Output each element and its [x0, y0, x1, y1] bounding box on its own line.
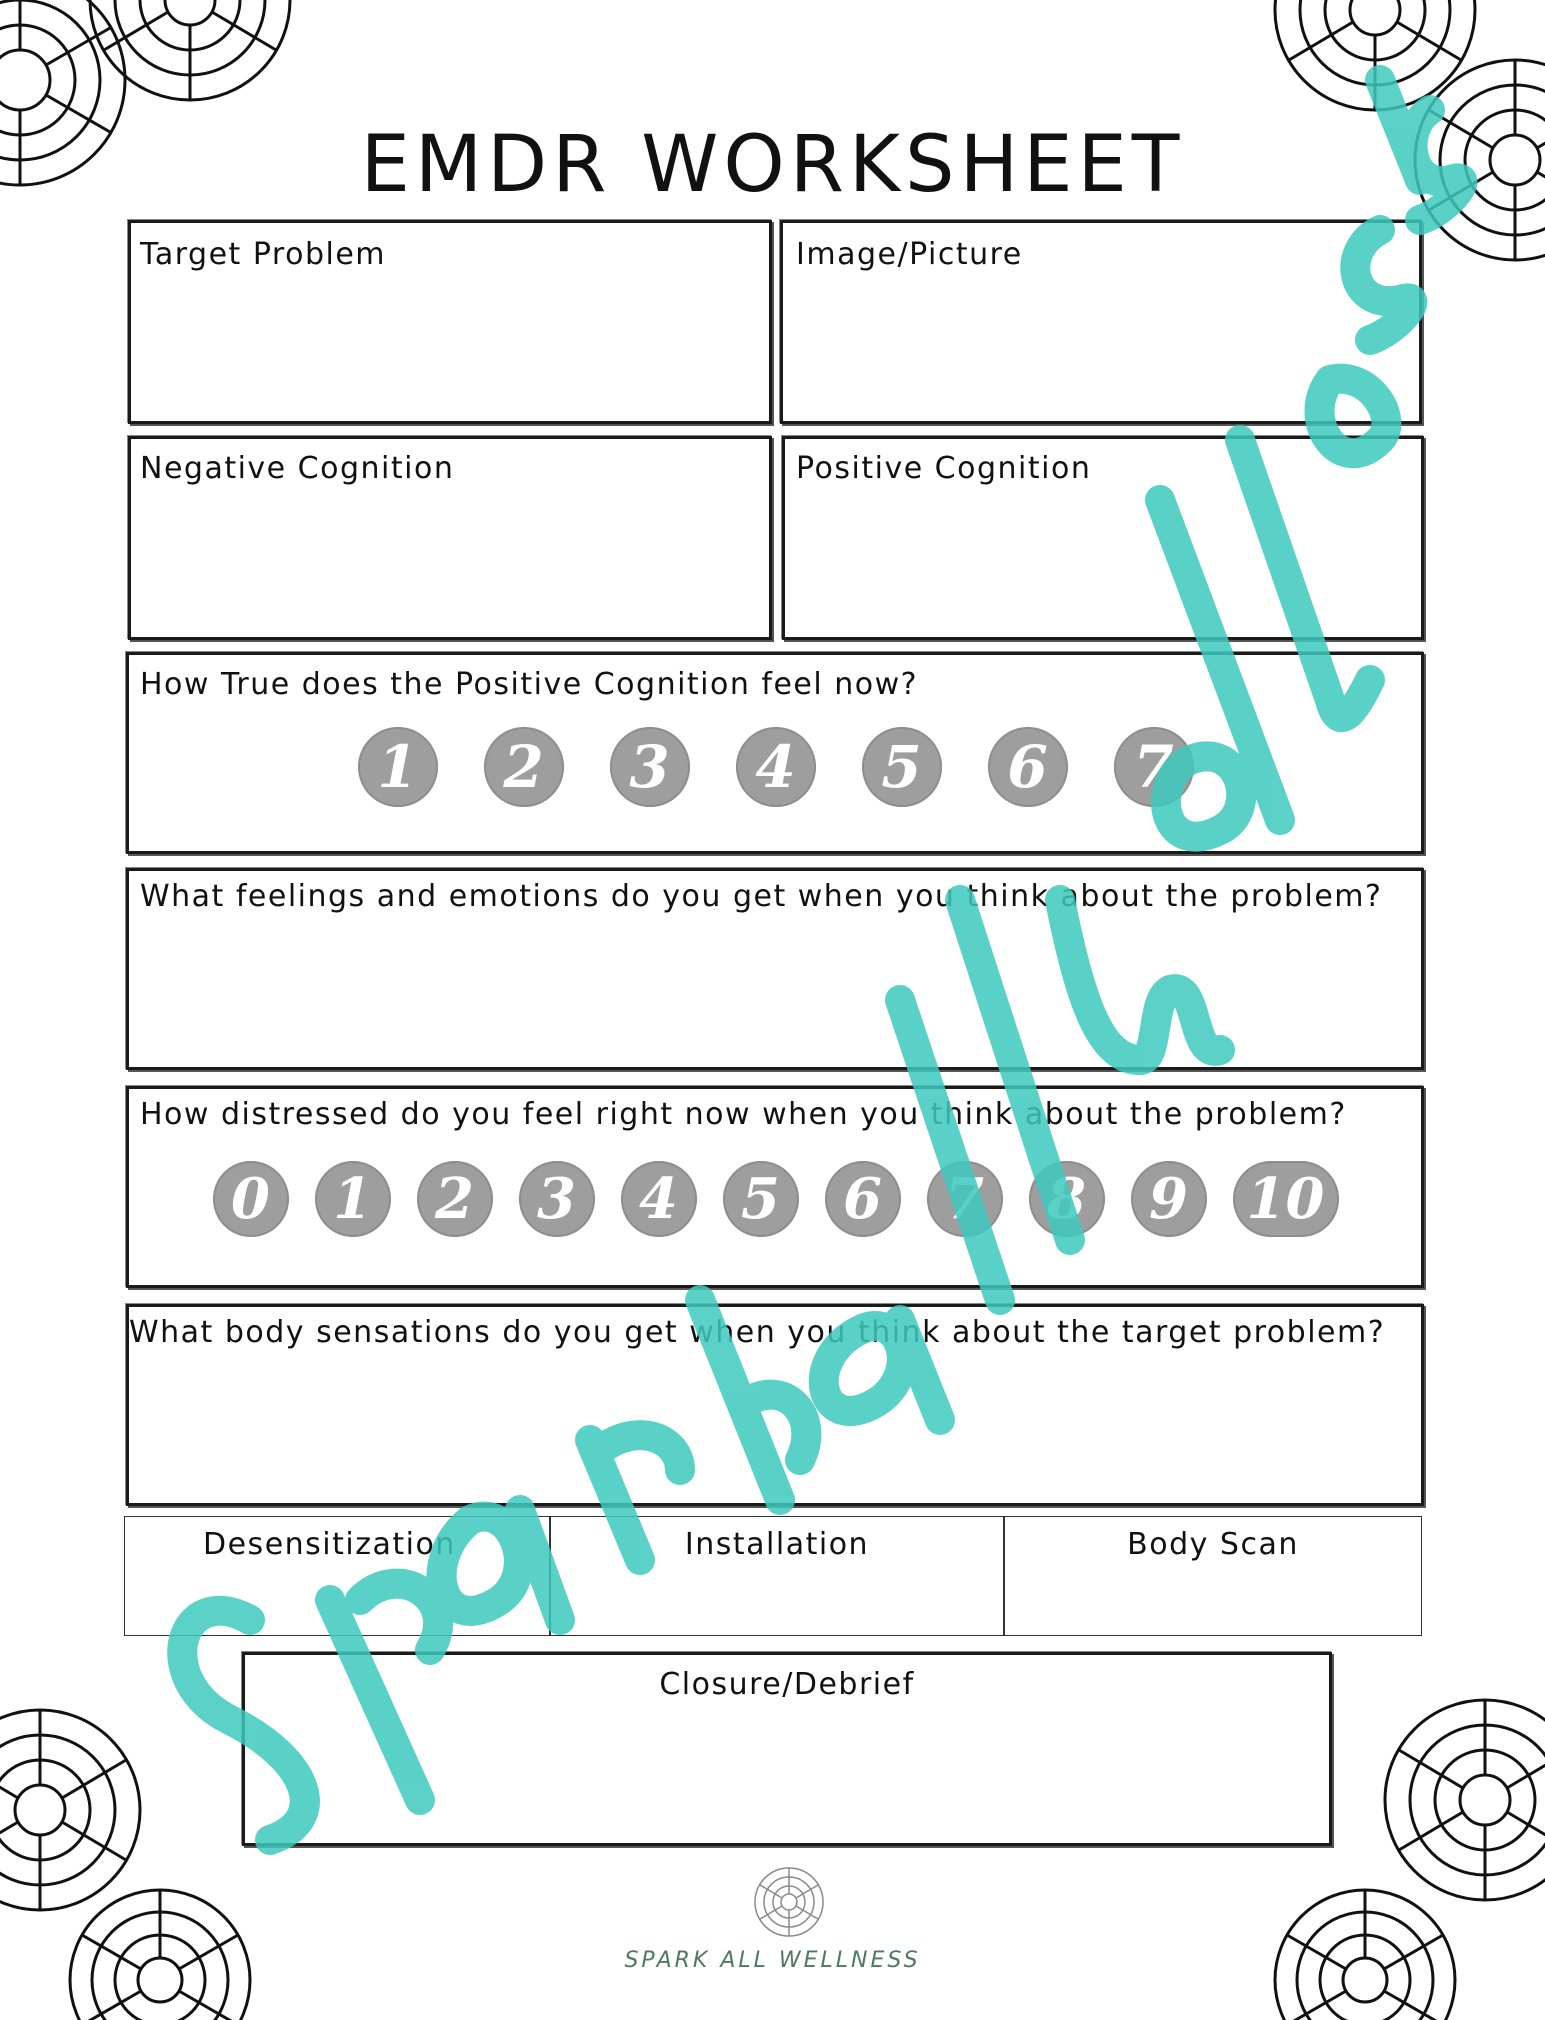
feelings-question: What feelings and emotions do you get when you think about the problem?: [140, 879, 1383, 914]
sud-option-3[interactable]: 3: [519, 1161, 595, 1237]
spark-flower-logo: [744, 1862, 834, 1942]
voc-option-2[interactable]: 2: [484, 727, 564, 807]
sud-option-0[interactable]: 0: [213, 1161, 289, 1237]
voc-question: How True does the Positive Cognition feel now?: [140, 667, 919, 702]
body-scan-label: Body Scan: [1127, 1527, 1299, 1562]
installation-box[interactable]: [550, 1516, 1004, 1636]
page-title: EMDR WORKSHEET: [360, 120, 1185, 210]
voc-option-4[interactable]: 4: [736, 727, 816, 807]
voc-option-6[interactable]: 6: [988, 727, 1068, 807]
sud-option-8[interactable]: 8: [1029, 1161, 1105, 1237]
voc-scale: [3, 727, 1545, 807]
closure-label: Closure/Debrief: [659, 1667, 915, 1702]
image-picture-box[interactable]: [780, 220, 1422, 424]
voc-option-3[interactable]: 3: [610, 727, 690, 807]
installation-label: Installation: [684, 1527, 870, 1562]
sud-option-9[interactable]: 9: [1131, 1161, 1207, 1237]
desensitization-box[interactable]: [124, 1516, 550, 1636]
body-sensations-box[interactable]: [126, 1304, 1424, 1506]
sud-option-10[interactable]: 10: [1233, 1161, 1339, 1237]
feelings-box[interactable]: [126, 868, 1424, 1070]
voc-option-7[interactable]: 7: [1114, 727, 1194, 807]
positive-cognition-label: Positive Cognition: [796, 451, 1092, 486]
image-picture-label: Image/Picture: [796, 237, 1023, 272]
target-problem-box[interactable]: [128, 220, 772, 424]
sud-scale: [3, 1161, 1545, 1237]
sud-option-6[interactable]: 6: [825, 1161, 901, 1237]
footer-brand: SPARK ALL WELLNESS: [624, 1948, 921, 1973]
negative-cognition-label: Negative Cognition: [140, 451, 455, 486]
sud-box: [126, 1086, 1424, 1288]
voc-box: [126, 652, 1424, 854]
closure-box[interactable]: [242, 1652, 1332, 1846]
body-scan-box[interactable]: [1004, 1516, 1422, 1636]
sud-option-2[interactable]: 2: [417, 1161, 493, 1237]
voc-option-1[interactable]: 1: [358, 727, 438, 807]
sud-option-7[interactable]: 7: [927, 1161, 1003, 1237]
voc-option-5[interactable]: 5: [862, 727, 942, 807]
positive-cognition-box[interactable]: [782, 436, 1424, 640]
sud-option-5[interactable]: 5: [723, 1161, 799, 1237]
negative-cognition-box[interactable]: [128, 436, 772, 640]
sud-option-1[interactable]: 1: [315, 1161, 391, 1237]
target-problem-label: Target Problem: [140, 237, 386, 272]
sud-option-4[interactable]: 4: [621, 1161, 697, 1237]
sud-question: How distressed do you feel right now when you think about the problem?: [140, 1097, 1347, 1132]
body-sensations-question: What body sensations do you get when you think about the target problem?: [129, 1315, 1386, 1350]
desensitization-label: Desensitization: [203, 1527, 456, 1562]
